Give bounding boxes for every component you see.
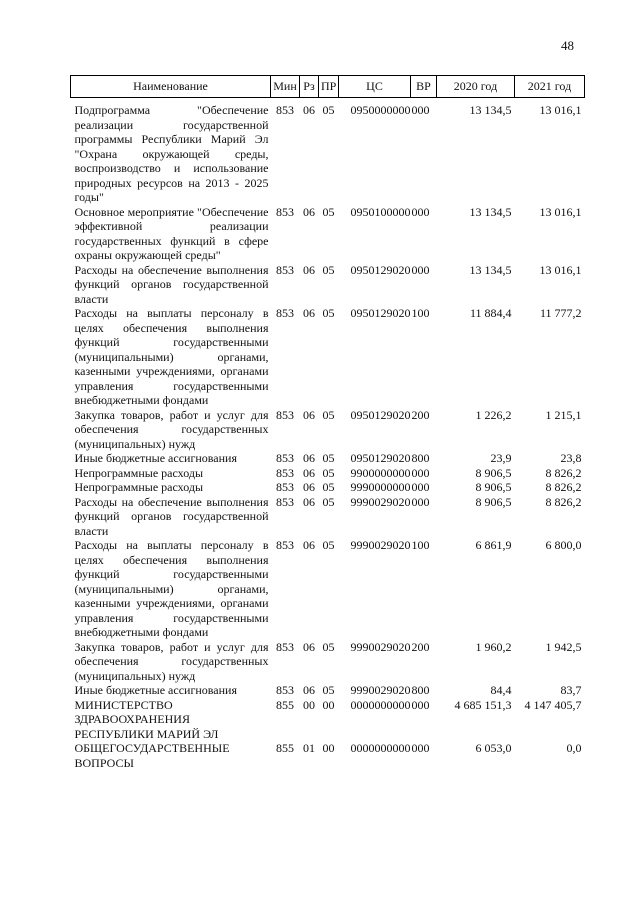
cell-rz: 06 [303, 639, 315, 654]
cell-rz: 06 [303, 451, 315, 465]
cell-2021: 4 147 405,7 [524, 697, 582, 712]
cell-vr: 200 [411, 407, 430, 422]
cell-cs: 9990029020 [350, 538, 411, 552]
cell-pr: 05 [322, 465, 335, 480]
header-2021: 2021 год [515, 76, 585, 98]
header-name: Наименование [71, 76, 271, 98]
cell-2020: 1 226,2 [475, 407, 512, 422]
budget-table [70, 75, 585, 770]
cell-2021: 1 942,5 [545, 639, 582, 654]
cell-vr: 800 [411, 451, 430, 465]
cell-rz: 06 [303, 407, 315, 422]
cell-cs: 0000000000 [350, 741, 411, 755]
cell-name: Иные бюджетные ассигнования [74, 683, 237, 697]
cell-name: Расходы на выплаты персоналу в целях обеспечения выполнения функций государственными (муниципальными) органами, казенными учреждениями, органами управления государственными внебюджетными фондами [74, 306, 269, 407]
table-row [71, 538, 585, 640]
cell-2021: 13 016,1 [539, 262, 582, 277]
cell-2021: 1 215,1 [545, 407, 582, 422]
cell-name: Закупка товаров, работ и услуг для обеспечения государственных (муниципальных) нужд [74, 407, 269, 451]
cell-2021: 23,8 [560, 451, 582, 465]
cell-cs: 0950000000 [350, 103, 411, 117]
cell-vr: 000 [411, 103, 430, 117]
cell-vr: 000 [411, 465, 430, 480]
cell-name: Закупка товаров, работ и услуг для обеспечения государственных (муниципальных) нужд [74, 639, 269, 683]
cell-pr: 00 [322, 741, 335, 755]
cell-2020: 23,9 [490, 451, 512, 465]
cell-name: Подпрограмма "Обеспечение реализации государственной программы Республики Марий Эл "Охрана окружающей среды, воспроизводство и использование природных ресурсов на 2013 - 2025 годы" [74, 103, 269, 204]
cell-cs: 9990029020 [350, 639, 411, 654]
cell-2020: 1 960,2 [475, 639, 512, 654]
table-row [71, 306, 585, 408]
cell-min: 853 [276, 494, 294, 509]
cell-name: Расходы на выплаты персоналу в целях обеспечения выполнения функций государственными (муниципальными) органами, казенными учреждениями, органами управления государственными внебюджетными фондами [74, 538, 269, 639]
cell-vr: 800 [411, 683, 430, 697]
header-2020: 2020 год [437, 76, 515, 98]
cell-min: 853 [276, 451, 294, 465]
cell-min: 855 [276, 741, 294, 755]
cell-pr: 05 [322, 480, 335, 494]
header-cs: ЦС [339, 76, 411, 98]
cell-cs: 9990000000 [350, 480, 411, 494]
cell-rz: 00 [303, 697, 315, 712]
table-row [71, 640, 585, 684]
table-row [71, 466, 585, 481]
cell-pr: 05 [322, 451, 335, 465]
cell-pr: 05 [322, 538, 335, 552]
cell-2021: 8 826,2 [545, 494, 582, 509]
cell-2020: 8 906,5 [475, 480, 512, 494]
cell-vr: 200 [411, 639, 430, 654]
table-row [71, 98, 585, 205]
cell-2021: 6 800,0 [545, 538, 582, 552]
cell-name: ОБЩЕГОСУДАРСТВЕННЫЕ ВОПРОСЫ [74, 741, 230, 770]
cell-pr: 05 [322, 683, 335, 697]
cell-2020: 11 884,4 [469, 306, 512, 320]
cell-rz: 01 [303, 741, 315, 755]
cell-2021: 8 826,2 [545, 480, 582, 494]
table-row [71, 480, 585, 495]
cell-pr: 05 [322, 306, 335, 320]
cell-2020: 8 906,5 [475, 494, 512, 509]
cell-cs: 0950129020 [350, 306, 411, 320]
cell-cs: 0950129020 [350, 262, 411, 277]
cell-rz: 06 [303, 538, 315, 552]
cell-pr: 05 [322, 639, 335, 654]
cell-min: 853 [276, 103, 294, 117]
cell-2020: 6 053,0 [475, 741, 512, 755]
cell-min: 853 [276, 480, 294, 494]
cell-rz: 06 [303, 480, 315, 494]
cell-2020: 13 134,5 [469, 262, 512, 277]
table-row [71, 451, 585, 466]
table-row [71, 495, 585, 539]
cell-2021: 13 016,1 [539, 103, 582, 117]
cell-rz: 06 [303, 103, 315, 117]
cell-name: Расходы на обеспечение выполнения функций органов государственной власти [74, 494, 269, 538]
cell-name: Непрограммные расходы [74, 465, 204, 480]
cell-min: 853 [276, 204, 294, 219]
table-row [71, 263, 585, 307]
header-min: Мин [271, 76, 300, 98]
header-vr: ВР [411, 76, 437, 98]
cell-cs: 9990029020 [350, 683, 411, 697]
cell-2020: 6 861,9 [475, 538, 512, 552]
cell-min: 853 [276, 538, 294, 552]
cell-min: 853 [276, 639, 294, 654]
cell-cs: 9990029020 [350, 494, 411, 509]
cell-rz: 06 [303, 204, 315, 219]
cell-min: 853 [276, 683, 294, 697]
cell-vr: 000 [411, 480, 430, 494]
cell-pr: 00 [322, 697, 335, 712]
cell-name: Непрограммные расходы [74, 480, 204, 494]
cell-vr: 000 [411, 204, 430, 219]
cell-pr: 05 [322, 494, 335, 509]
cell-name: Иные бюджетные ассигнования [74, 451, 237, 465]
cell-min: 853 [276, 465, 294, 480]
cell-name: МИНИСТЕРСТВО ЗДРАВООХРАНЕНИЯ РЕСПУБЛИКИ МАРИЙ ЭЛ [74, 697, 219, 741]
cell-min: 853 [276, 262, 294, 277]
cell-vr: 100 [411, 538, 430, 552]
cell-2020: 13 134,5 [469, 103, 512, 117]
header-pr: ПР [319, 76, 339, 98]
cell-vr: 000 [411, 262, 430, 277]
cell-cs: 0950100000 [350, 204, 411, 219]
cell-vr: 000 [411, 697, 430, 712]
cell-pr: 05 [322, 262, 335, 277]
cell-min: 855 [276, 697, 294, 712]
table-header-row [71, 76, 585, 98]
cell-2021: 83,7 [560, 683, 582, 697]
table-row [71, 205, 585, 263]
table-row [71, 408, 585, 452]
cell-cs: 0000000000 [350, 697, 411, 712]
cell-rz: 06 [303, 465, 315, 480]
cell-cs: 9900000000 [350, 465, 411, 480]
table-row [71, 741, 585, 770]
cell-rz: 06 [303, 306, 315, 320]
page-number: 48 [561, 38, 574, 53]
cell-2020: 8 906,5 [475, 465, 512, 480]
budget-table-container [70, 75, 584, 770]
cell-vr: 000 [411, 494, 430, 509]
cell-rz: 06 [303, 683, 315, 697]
cell-2021: 11 777,2 [539, 306, 582, 320]
cell-min: 853 [276, 306, 294, 320]
cell-2020: 4 685 151,3 [454, 697, 512, 712]
cell-2021: 8 826,2 [545, 465, 582, 480]
cell-2020: 13 134,5 [469, 204, 512, 219]
cell-pr: 05 [322, 103, 335, 117]
cell-vr: 100 [411, 306, 430, 320]
cell-vr: 000 [411, 741, 430, 755]
table-row [71, 698, 585, 742]
cell-name: Основное мероприятие "Обеспечение эффективной реализации государственных функций в сфере охраны окружающей среды" [74, 204, 269, 262]
cell-2021: 13 016,1 [539, 204, 582, 219]
cell-rz: 06 [303, 494, 315, 509]
cell-2021: 0,0 [566, 741, 582, 755]
cell-pr: 05 [322, 204, 335, 219]
cell-name: Расходы на обеспечение выполнения функций органов государственной власти [74, 262, 269, 306]
cell-2020: 84,4 [490, 683, 512, 697]
cell-cs: 0950129020 [350, 451, 411, 465]
cell-cs: 0950129020 [350, 407, 411, 422]
cell-pr: 05 [322, 407, 335, 422]
header-rz: Рз [300, 76, 319, 98]
table-row [71, 683, 585, 698]
cell-rz: 06 [303, 262, 315, 277]
cell-min: 853 [276, 407, 294, 422]
